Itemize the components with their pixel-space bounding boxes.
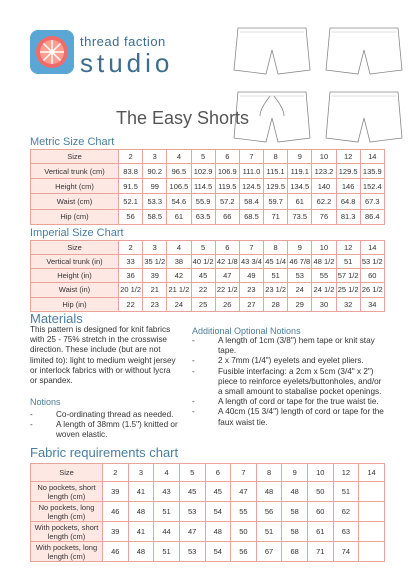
pattern-title: The Easy Shorts — [116, 108, 250, 128]
table-cell: 48 — [205, 522, 231, 542]
size-column-header: 6 — [205, 464, 231, 482]
table-cell: 106.9 — [215, 164, 239, 179]
size-column-header: 4 — [154, 464, 180, 482]
table-cell: 29 — [288, 297, 312, 311]
table-cell: 23 — [239, 283, 263, 297]
notion-text: 2 x 7mm (1/4") eyelets and eyelet pliers. — [218, 356, 364, 366]
fabric-heading: Fabric requirements chart — [30, 445, 179, 460]
size-column-header: 7 — [239, 150, 263, 164]
table-cell: 21 1/2 — [167, 283, 191, 297]
size-column-header: 8 — [264, 150, 288, 164]
size-column-header: 7 — [231, 464, 257, 482]
table-cell: 45 — [179, 482, 205, 502]
bullet-dash: - — [192, 336, 195, 345]
table-cell: 22 — [119, 297, 143, 311]
row-label-line: With pockets, long — [35, 542, 98, 552]
notion-text: A length of cord or tape for the true waist tie. — [218, 397, 379, 407]
notion-text: A length of 1cm (3/8") hem tape or knit stay — [218, 336, 375, 345]
notion-text: Fusible interfacing: a 2cm x 5cm (3/4" x 2") — [218, 366, 374, 376]
table-cell: 60 — [308, 502, 334, 522]
table-cell: 152.4 — [360, 179, 384, 194]
table-cell: 90.2 — [143, 164, 167, 179]
table-cell: 146 — [336, 179, 360, 194]
table-cell: 46 7/8 — [288, 255, 312, 269]
size-column-header: 12 — [333, 464, 359, 482]
table-cell: 25 — [191, 297, 215, 311]
table-cell: 46 — [103, 542, 129, 562]
table-cell: 51 — [336, 255, 360, 269]
table-row — [31, 194, 385, 209]
table-header-row — [31, 241, 385, 255]
table-row — [31, 522, 385, 542]
table-cell: 41 — [128, 522, 154, 542]
size-column-header: 14 — [360, 241, 384, 255]
size-column-header: 3 — [128, 464, 154, 482]
citrus-icon — [34, 34, 70, 70]
logo-badge — [30, 30, 74, 74]
imperial-size-table — [30, 240, 385, 312]
size-column-header: 5 — [191, 241, 215, 255]
size-column-header: 2 — [119, 150, 143, 164]
table-cell: 63.5 — [191, 209, 215, 224]
table-cell: 56 — [119, 209, 143, 224]
table-cell: 42 — [167, 269, 191, 283]
row-label-line: With pockets, short — [34, 522, 99, 532]
row-label — [31, 522, 103, 542]
table-cell: 47 — [215, 269, 239, 283]
table-cell: 53 — [179, 502, 205, 522]
table-cell: 124.5 — [239, 179, 263, 194]
table-cell: 55.9 — [191, 194, 215, 209]
drawstring-sketch — [260, 96, 284, 116]
shorts-front-plain-sketch — [234, 28, 310, 74]
table-header-row — [31, 150, 385, 164]
table-cell: 28 — [264, 297, 288, 311]
row-label — [31, 482, 103, 502]
row-label: Vertical trunk (in) — [31, 255, 119, 269]
table-cell: 30 — [312, 297, 336, 311]
table-cell: 67 — [256, 542, 282, 562]
notion-text: a small amount to stabalise pocket openings. — [218, 386, 382, 396]
row-label: Waist (in) — [31, 283, 119, 297]
table-cell: 26 1/2 — [360, 283, 384, 297]
notion-item — [192, 336, 392, 356]
bullet-dash: - — [192, 366, 195, 376]
table-cell: 52.1 — [119, 194, 143, 209]
notion-item — [192, 407, 392, 427]
table-cell: 25 1/2 — [336, 283, 360, 297]
table-cell: 47 — [231, 482, 257, 502]
table-cell: 53.3 — [143, 194, 167, 209]
table-cell: 23 — [143, 297, 167, 311]
table-cell: 40 1/2 — [191, 255, 215, 269]
optional-notions-heading: Additional Optional Notions — [192, 326, 301, 336]
table-cell — [359, 522, 385, 542]
size-column-header: 9 — [288, 241, 312, 255]
table-cell: 41 — [128, 482, 154, 502]
table-cell: 48 — [128, 542, 154, 562]
size-column-header: 12 — [336, 241, 360, 255]
shorts-illustrations — [230, 20, 406, 150]
table-cell: 129.5 — [336, 164, 360, 179]
row-label: Waist (cm) — [31, 194, 119, 209]
table-cell: 24 1/2 — [312, 283, 336, 297]
table-cell — [359, 542, 385, 562]
table-header-row — [31, 464, 385, 482]
table-cell: 39 — [103, 482, 129, 502]
table-cell: 42 1/8 — [215, 255, 239, 269]
size-column-header: 9 — [288, 150, 312, 164]
size-column-header: 14 — [360, 150, 384, 164]
table-cell: 21 — [143, 283, 167, 297]
table-cell: 36 — [119, 269, 143, 283]
table-cell: 54 — [205, 542, 231, 562]
table-cell: 53 — [179, 542, 205, 562]
table-cell: 71 — [308, 542, 334, 562]
table-cell: 55 — [312, 269, 336, 283]
notion-text: Co-ordinating thread as needed. — [56, 410, 174, 419]
table-cell: 76 — [312, 209, 336, 224]
table-cell: 59.7 — [264, 194, 288, 209]
table-cell: 62 — [333, 502, 359, 522]
table-cell — [359, 502, 385, 522]
table-cell: 46 — [103, 502, 129, 522]
table-cell: 96.5 — [167, 164, 191, 179]
size-column-header: 8 — [256, 464, 282, 482]
row-label-line: No pockets, long — [38, 502, 95, 512]
table-cell: 73.5 — [288, 209, 312, 224]
table-cell: 39 — [143, 269, 167, 283]
table-cell: 86.4 — [360, 209, 384, 224]
bullet-dash: - — [192, 407, 195, 417]
table-row — [31, 542, 385, 562]
notion-text: A length of 38mm (1.5") knitted or — [56, 420, 178, 430]
row-label-line: length (cm) — [47, 531, 86, 541]
table-cell — [359, 482, 385, 502]
imperial-heading: Imperial Size Chart — [30, 227, 124, 239]
notion-item — [192, 356, 392, 366]
table-row — [31, 283, 385, 297]
table-row — [31, 269, 385, 283]
table-cell: 57 1/2 — [336, 269, 360, 283]
table-cell: 63 — [333, 522, 359, 542]
size-header-cell: Size — [31, 464, 103, 482]
table-cell: 102.9 — [191, 164, 215, 179]
materials-text-line: with 25 - 75% stretch in the crosswise — [30, 335, 167, 345]
size-column-header: 8 — [264, 241, 288, 255]
size-column-header: 2 — [103, 464, 129, 482]
table-row — [31, 179, 385, 194]
table-cell: 64.8 — [336, 194, 360, 209]
row-label — [31, 542, 103, 562]
table-row — [31, 164, 385, 179]
size-column-header: 6 — [215, 150, 239, 164]
table-cell: 68.5 — [239, 209, 263, 224]
brand-name-top: thread faction — [80, 34, 166, 49]
table-cell: 23 1/2 — [264, 283, 288, 297]
row-label: Hip (in) — [31, 297, 119, 311]
table-cell: 43 3/4 — [239, 255, 263, 269]
materials-text-line: This pattern is designed for knit fabrics — [30, 325, 171, 334]
table-cell: 115.1 — [264, 164, 288, 179]
table-cell: 45 1/4 — [264, 255, 288, 269]
row-label-line: length (cm) — [47, 511, 86, 521]
bullet-dash: - — [30, 410, 33, 419]
size-column-header: 7 — [239, 241, 263, 255]
row-label-line: No pockets, short — [37, 482, 96, 492]
table-cell: 45 — [191, 269, 215, 283]
table-cell: 106.5 — [167, 179, 191, 194]
size-column-header: 10 — [312, 241, 336, 255]
table-cell: 81.3 — [336, 209, 360, 224]
table-cell: 27 — [239, 297, 263, 311]
table-cell: 91.5 — [119, 179, 143, 194]
notion-text: A 40cm (15 3/4") length of cord or tape for the — [218, 407, 384, 417]
table-cell: 44 — [154, 522, 180, 542]
table-cell: 32 — [336, 297, 360, 311]
table-cell: 58.5 — [143, 209, 167, 224]
bullet-dash: - — [192, 356, 195, 366]
table-cell: 58 — [282, 522, 308, 542]
materials-text-line: limited to): light to medium weight jersey — [30, 355, 176, 365]
table-cell: 38 — [167, 255, 191, 269]
table-cell: 114.5 — [191, 179, 215, 194]
size-column-header: 5 — [191, 150, 215, 164]
table-cell: 48 — [282, 482, 308, 502]
table-cell: 51 — [333, 482, 359, 502]
materials-text-line: or spandex. — [30, 376, 73, 385]
table-cell: 66 — [215, 209, 239, 224]
table-cell: 56 — [231, 542, 257, 562]
table-cell: 24 — [167, 297, 191, 311]
bullet-dash: - — [192, 397, 195, 407]
table-cell: 34 — [360, 297, 384, 311]
table-cell: 54 — [205, 502, 231, 522]
materials-text-line: or interlock fabrics with or without lycra — [30, 365, 171, 375]
table-cell: 129.5 — [264, 179, 288, 194]
table-cell: 47 — [179, 522, 205, 542]
notion-text: faux waist tie. — [218, 417, 268, 427]
notions-heading: Notions — [30, 397, 61, 407]
row-label: Vertical trunk (cm) — [31, 164, 119, 179]
size-column-header: 10 — [312, 150, 336, 164]
table-row — [31, 502, 385, 522]
table-cell: 20 1/2 — [119, 283, 143, 297]
notion-text: woven elastic. — [56, 430, 108, 440]
size-column-header: 3 — [143, 150, 167, 164]
table-cell: 48 1/2 — [312, 255, 336, 269]
metric-size-table — [30, 149, 385, 225]
table-cell: 49 — [239, 269, 263, 283]
table-cell: 74 — [333, 542, 359, 562]
table-cell: 62.2 — [312, 194, 336, 209]
brand-logo — [30, 30, 200, 90]
table-cell: 45 — [205, 482, 231, 502]
table-cell: 61 — [167, 209, 191, 224]
materials-heading: Materials — [30, 311, 83, 326]
table-cell: 58.4 — [239, 194, 263, 209]
table-cell: 140 — [312, 179, 336, 194]
size-column-header: 4 — [167, 241, 191, 255]
row-label — [31, 502, 103, 522]
table-cell: 22 1/2 — [215, 283, 239, 297]
size-column-header: 9 — [282, 464, 308, 482]
table-cell: 51 — [154, 542, 180, 562]
brand-name-bottom: studio — [80, 48, 174, 78]
metric-heading: Metric Size Chart — [30, 136, 115, 148]
row-label: Height (cm) — [31, 179, 119, 194]
size-column-header: 4 — [167, 150, 191, 164]
table-cell: 99 — [143, 179, 167, 194]
table-cell: 55 — [231, 502, 257, 522]
table-cell: 51 — [256, 522, 282, 542]
shorts-back-pocket-sketch — [326, 92, 402, 142]
table-cell: 51 — [154, 502, 180, 522]
table-cell: 54.6 — [167, 194, 191, 209]
bullet-dash: - — [30, 420, 33, 430]
table-cell: 134.5 — [288, 179, 312, 194]
table-cell: 61 — [288, 194, 312, 209]
row-label-line: length (cm) — [47, 551, 86, 561]
row-label-line: length (cm) — [47, 491, 86, 501]
table-cell: 33 — [119, 255, 143, 269]
table-row — [31, 209, 385, 224]
table-cell: 22 — [191, 283, 215, 297]
table-cell: 67.3 — [360, 194, 384, 209]
size-column-header: 3 — [143, 241, 167, 255]
table-cell: 39 — [103, 522, 129, 542]
size-column-header: 2 — [119, 241, 143, 255]
table-cell: 50 — [308, 482, 334, 502]
size-column-header: 10 — [308, 464, 334, 482]
size-header-cell: Size — [31, 150, 119, 164]
table-cell: 35 1/2 — [143, 255, 167, 269]
table-row — [31, 255, 385, 269]
size-column-header: 14 — [359, 464, 385, 482]
row-label: Hip (cm) — [31, 209, 119, 224]
table-cell: 68 — [282, 542, 308, 562]
table-cell: 119.5 — [215, 179, 239, 194]
notion-item — [192, 367, 392, 398]
table-cell: 58 — [282, 502, 308, 522]
size-column-header: 12 — [336, 150, 360, 164]
table-row — [31, 297, 385, 311]
table-cell: 50 — [231, 522, 257, 542]
materials-text-line: direction. These include (but are not — [30, 345, 161, 355]
table-cell: 48 — [256, 482, 282, 502]
table-cell: 61 — [308, 522, 334, 542]
table-cell: 26 — [215, 297, 239, 311]
table-cell: 57.2 — [215, 194, 239, 209]
table-cell: 48 — [128, 502, 154, 522]
table-cell: 60 — [360, 269, 384, 283]
table-cell: 51 — [264, 269, 288, 283]
table-cell: 123.2 — [312, 164, 336, 179]
shorts-back-plain-sketch — [326, 28, 402, 74]
row-label: Height (in) — [31, 269, 119, 283]
table-cell: 53 — [288, 269, 312, 283]
size-column-header: 6 — [215, 241, 239, 255]
size-column-header: 5 — [179, 464, 205, 482]
table-cell: 83.8 — [119, 164, 143, 179]
table-cell: 53 1/2 — [360, 255, 384, 269]
table-cell: 43 — [154, 482, 180, 502]
notion-text: tape. — [218, 346, 237, 356]
table-row — [31, 482, 385, 502]
size-header-cell: Size — [31, 241, 119, 255]
table-cell: 71 — [264, 209, 288, 224]
fabric-requirements-table — [30, 463, 385, 562]
notion-item — [192, 397, 392, 407]
table-cell: 135.9 — [360, 164, 384, 179]
table-cell: 111.0 — [239, 164, 263, 179]
table-cell: 119.1 — [288, 164, 312, 179]
notion-text: piece to reinforce eyelets/buttonholes, and/or — [218, 376, 382, 386]
table-cell: 24 — [288, 283, 312, 297]
table-cell: 56 — [256, 502, 282, 522]
